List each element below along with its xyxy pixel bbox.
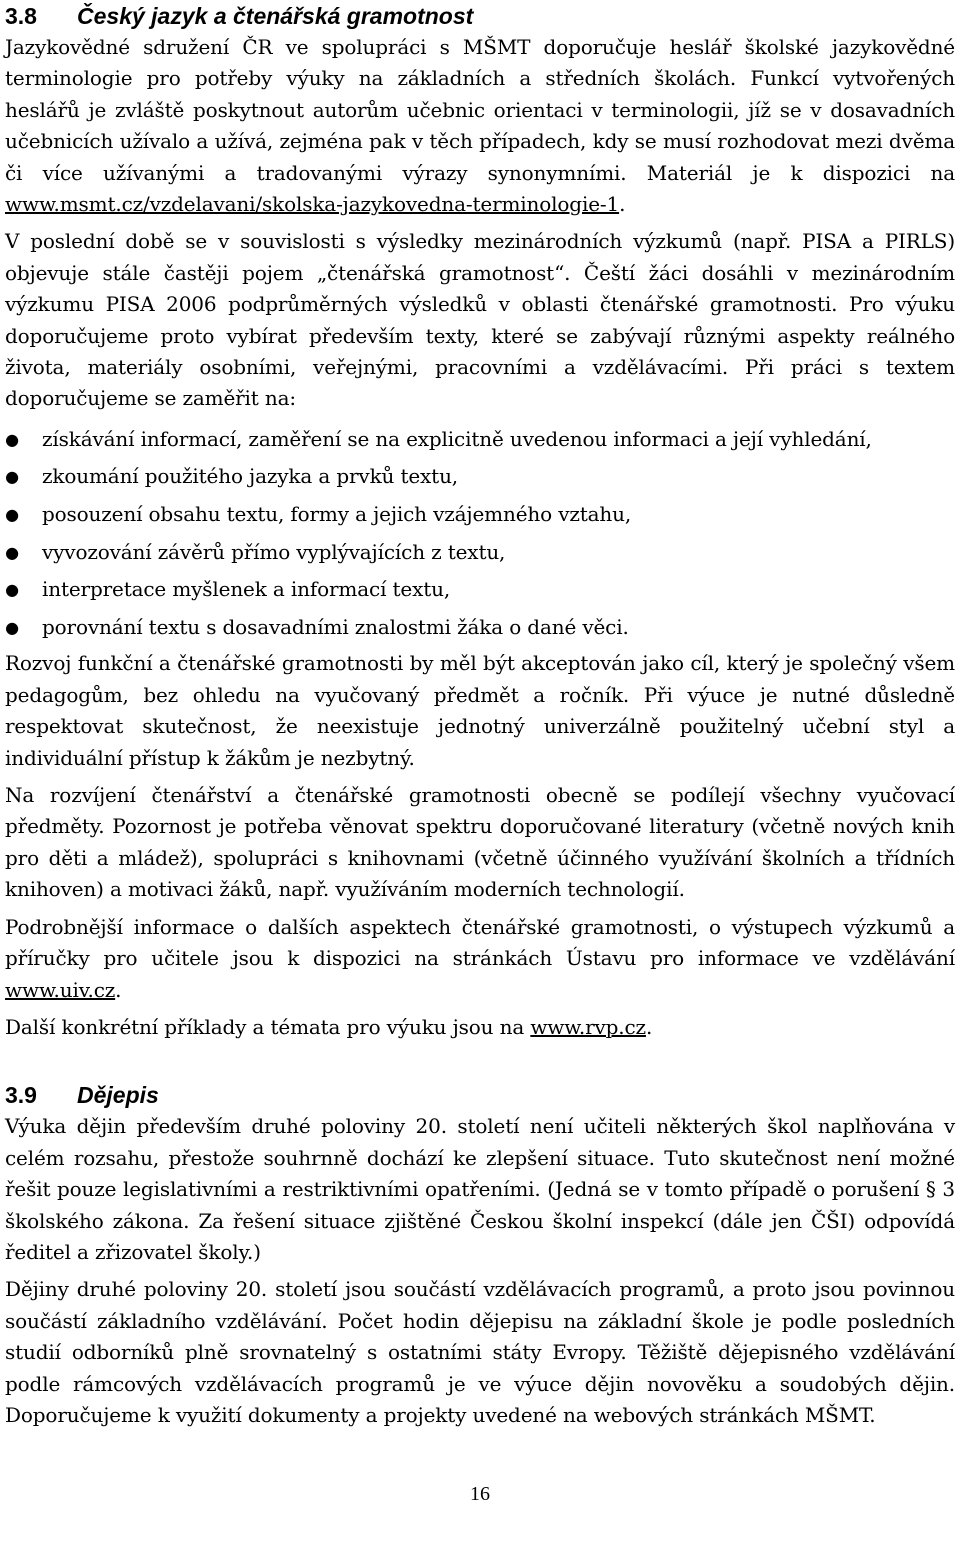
bullet-icon: ● [5,580,19,600]
section-heading-3-8 [5,0,955,32]
list-item [5,571,955,609]
list-item-text: porovnání textu s dosavadními znalostmi žáka o dané věci. [42,614,629,639]
section-number: 3.9 [5,1082,37,1109]
section-heading-3-9 [5,1079,955,1111]
list-item [5,534,955,572]
paragraph-terminology [5,32,955,220]
document-page [5,0,955,1437]
paragraph-text: Podrobnější informace o dalších aspektech čtenářské gramotnosti, o výstupech výzkumů a příručky pro učitele jsou k dispozici na stránkách Ústavu pro informace ve vzdělávání [5,914,955,971]
paragraph-history-teaching: Výuka dějin především druhé poloviny 20. století není učiteli některých škol naplňována v celém rozsahu, přestože souhrnně dochází ke zlepšení situace. Tuto skutečnost není možné řešit pouze legislativními a restriktivními opatřeními. (Jedná se v tomto případě o porušení § 3 školského zákona. Za řešení situace zjištěné Českou školní inspekcí (dále jen ČŠI) odpovídá ředitel a zřizovatel školy.) [5,1114,955,1264]
section-title: Dějepis [77,1082,159,1109]
paragraph-rvp-info [5,1012,955,1043]
link-uiv[interactable]: www.uiv.cz [5,977,116,1002]
paragraph-text: Další konkrétní příklady a témata pro výuku jsou na [5,1014,531,1039]
paragraph-reading-development: Na rozvíjení čtenářství a čtenářské gramotnosti obecně se podílejí všechny vyučovací předměty. Pozornost je potřeba věnovat spektru doporučované literatury (včetně nových knih pro děti a mládež), spolupráci s knihovnami (včetně účinného využívání školních a třídních knihoven) a motivaci žáků, např. využíváním moderních technologií. [5,783,955,902]
paragraph-text: Jazykovědné sdružení ČR ve spolupráci s MŠMT doporučuje heslář školské jazykovědné terminologie pro potřeby výuky na základních a středních školách. Funkcí vytvořených heslářů je zvláště poskytnout autorům učebnic orientaci v terminologii, jíž se v dosavadních učebnicích užívalo a užívá, zejména pak v těch případech, kdy se musí rozhodovat mezi dvěma či více užívanými a tradovanými výrazy synonymními. Materiál je k dispozici na [5,35,955,185]
bullet-icon: ● [5,429,19,449]
list-item-text: vyvozování závěrů přímo vyplývajících z textu, [42,539,506,564]
section-spacer [5,1049,955,1079]
list-item-text: interpretace myšlenek a informací textu, [42,577,451,602]
list-item [5,609,955,647]
list-item [5,496,955,534]
paragraph-end: . [115,977,122,1002]
paragraph-functional-literacy: Rozvoj funkční a čtenářské gramotnosti by měl být akceptován jako cíl, který je společný všem pedagogům, bez ohledu na vyučovaný předmět a ročník. Při výuce je nutné důsledně respektovat skutečnost, že neexistuje jednotný univerzálně použitelný učební styl a individuální přístup k žákům je nezbytný. [5,651,955,770]
bullet-icon: ● [5,542,19,562]
section-title: Český jazyk a čtenářská gramotnost [77,3,474,29]
list-item-text: posouzení obsahu textu, formy a jejich vzájemného vztahu, [42,502,632,527]
paragraph-uiv-info [5,912,955,1006]
section-number: 3.8 [5,3,37,29]
bullet-icon: ● [5,505,19,525]
paragraph-reading-literacy: V poslední době se v souvislosti s výsledky mezinárodních výzkumů (např. PISA a PIRLS) objevuje stále častěji pojem „čtenářská gramotnost“. Čeští žáci dosáhli v mezinárodním výzkumu PISA 2006 podprůměrných výsledků v oblasti čtenářské gramotnosti. Pro výuku doporučujeme proto vybírat především texty, které se zabývají různými aspekty reálného života, materiály osobními, veřejnými, pracovními a vzdělávacími. Při práci s textem doporučujeme se zaměřit na: [5,229,955,411]
bullet-icon: ● [5,617,19,637]
paragraph-end: . [619,192,626,217]
link-msmt-terminology[interactable]: www.msmt.cz/vzdelavani/skolska-jazykovedna-terminologie-1 [5,192,620,217]
list-item-text: získávání informací, zaměření se na explicitně uvedenou informaci a její vyhledání, [42,426,872,451]
list-item [5,458,955,496]
paragraph-history-curriculum: Dějiny druhé poloviny 20. století jsou součástí vzdělávacích programů, a proto jsou povinnou součástí základního vzdělávání. Počet hodin dějepisu na základní škole je podle posledních studií odborníků plně srovnatelný s ostatními státy Evropy. Těžiště dějepisného vzdělávání podle rámcových vzdělávacích programů je ve výuce dějin novověku a soudobých dějin. Doporučujeme k využití dokumenty a projekty uvedené na webových stránkách MŠMT. [5,1277,955,1427]
list-item-text: zkoumání použitého jazyka a prvků textu, [42,464,459,489]
list-item [5,421,955,459]
page-number: 16 [470,1483,490,1505]
focus-list [5,421,955,647]
link-rvp[interactable]: www.rvp.cz [530,1014,646,1039]
paragraph-end: . [645,1014,653,1039]
bullet-icon: ● [5,467,19,487]
